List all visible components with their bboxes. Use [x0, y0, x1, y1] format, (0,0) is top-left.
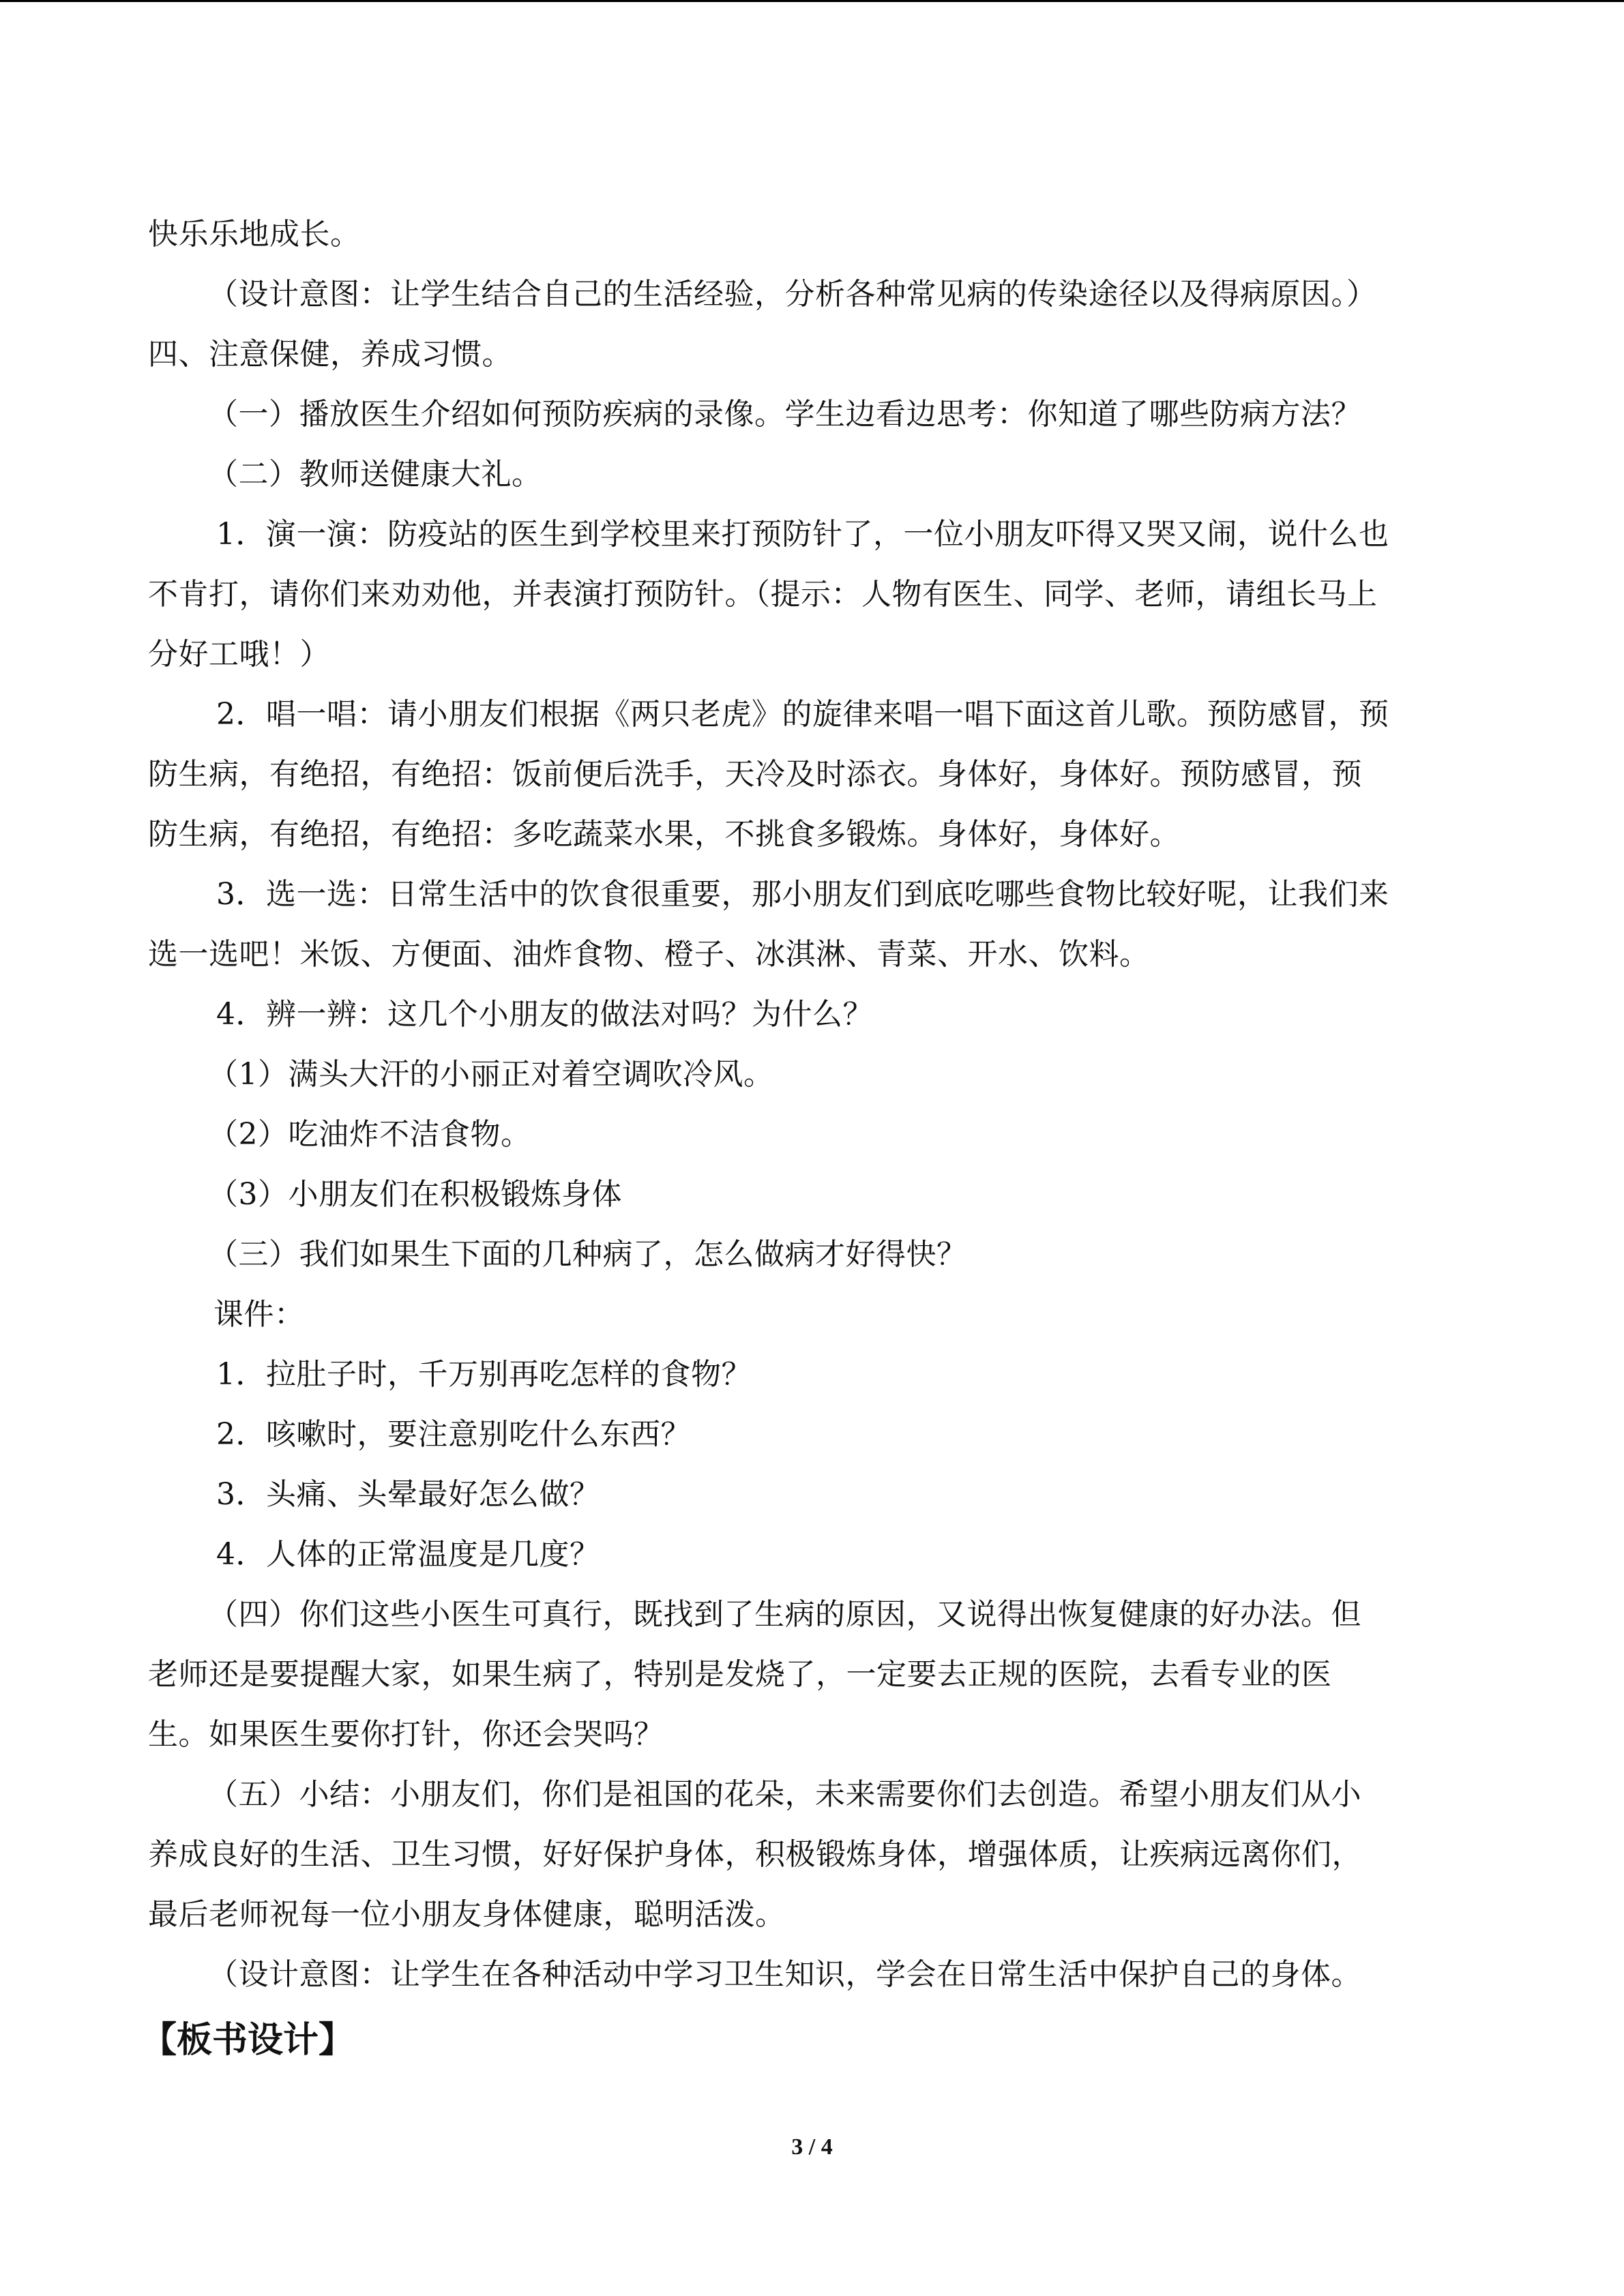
paragraph-line: 老师还是要提醒大家，如果生病了，特别是发烧了，一定要去正规的医院，去看专业的医 — [148, 1657, 1332, 1692]
paragraph-line: 3．头痛、头晕最好怎么做？ — [216, 1477, 600, 1512]
paragraph-line: （2）吃油炸不洁食物。 — [208, 1117, 531, 1152]
paragraph-line: 4．辨一辨：这几个小朋友的做法对吗？为什么？ — [216, 997, 873, 1032]
section-title: 四、注意保健，养成习惯。 — [148, 337, 512, 372]
paragraph-line: 不肯打，请你们来劝劝他，并表演打预防针。（提示：人物有医生、同学、老师，请组长马上 — [148, 577, 1378, 612]
paragraph-line: 2．唱一唱：请小朋友们根据《两只老虎》的旋律来唱一唱下面这首儿歌。预防感冒，预 — [216, 697, 1389, 732]
paragraph-line: 生。如果医生要你打针，你还会哭吗？ — [148, 1717, 664, 1752]
paragraph-line: （二）教师送健康大礼。 — [208, 457, 542, 492]
paragraph-line: 养成良好的生活、卫生习惯，好好保护身体，积极锻炼身体，增强体质，让疾病远离你们， — [148, 1837, 1362, 1872]
paragraph-line: 分好工哦！） — [148, 637, 330, 672]
paragraph-line: 防生病，有绝招，有绝招：多吃蔬菜水果，不挑食多锻炼。身体好，身体好。 — [148, 817, 1180, 852]
top-border — [0, 0, 1624, 2]
paragraph-line: （一）播放医生介绍如何预防疾病的录像。学生边看边思考：你知道了哪些防病方法？ — [208, 397, 1361, 432]
paragraph-line: （设计意图：让学生在各种活动中学习卫生知识，学会在日常生活中保护自己的身体。 — [208, 1957, 1361, 1992]
paragraph-line: 3．选一选：日常生活中的饮食很重要，那小朋友们到底吃哪些食物比较好呢，让我们来 — [216, 877, 1389, 912]
paragraph-line: 1．拉肚子时，千万别再吃怎样的食物？ — [216, 1357, 752, 1392]
paragraph-line: （1）满头大汗的小丽正对着空调吹冷风。 — [208, 1057, 774, 1092]
paragraph-line: 快乐乐地成长。 — [148, 217, 361, 252]
page-number: 3 / 4 — [791, 2134, 833, 2160]
body-text — [141, 205, 1478, 2073]
paragraph-line: 选一选吧！米饭、方便面、油炸食物、橙子、冰淇淋、青菜、开水、饮料。 — [148, 937, 1150, 972]
paragraph-line: 2．咳嗽时，要注意别吃什么东西？ — [216, 1417, 691, 1452]
paragraph-line: （3）小朋友们在积极锻炼身体 — [208, 1177, 622, 1212]
paragraph-line: 最后老师祝每一位小朋友身体健康，聪明活泼。 — [148, 1897, 786, 1932]
paragraph-line: 1．演一演：防疫站的医生到学校里来打预防针了，一位小朋友吓得又哭又闹，说什么也 — [216, 517, 1389, 552]
paragraph-line: （四）你们这些小医生可真行，既找到了生病的原因，又说得出恢复健康的好办法。但 — [208, 1597, 1361, 1632]
section-heading: 【板书设计】 — [141, 2019, 355, 2061]
paragraph-line: 防生病，有绝招，有绝招：饭前便后洗手，天冷及时添衣。身体好，身体好。预防感冒，预 — [148, 757, 1362, 792]
paragraph-line: （三）我们如果生下面的几种病了，怎么做病才好得快？ — [208, 1237, 967, 1272]
paragraph-line: （设计意图：让学生结合自己的生活经验，分析各种常见病的传染途径以及得病原因。） — [208, 277, 1377, 312]
paragraph-line: （五）小结：小朋友们，你们是祖国的花朵，未来需要你们去创造。希望小朋友们从小 — [208, 1777, 1361, 1812]
paragraph-line: 4．人体的正常温度是几度？ — [216, 1537, 600, 1572]
paragraph-line: 课件： — [213, 1297, 305, 1332]
